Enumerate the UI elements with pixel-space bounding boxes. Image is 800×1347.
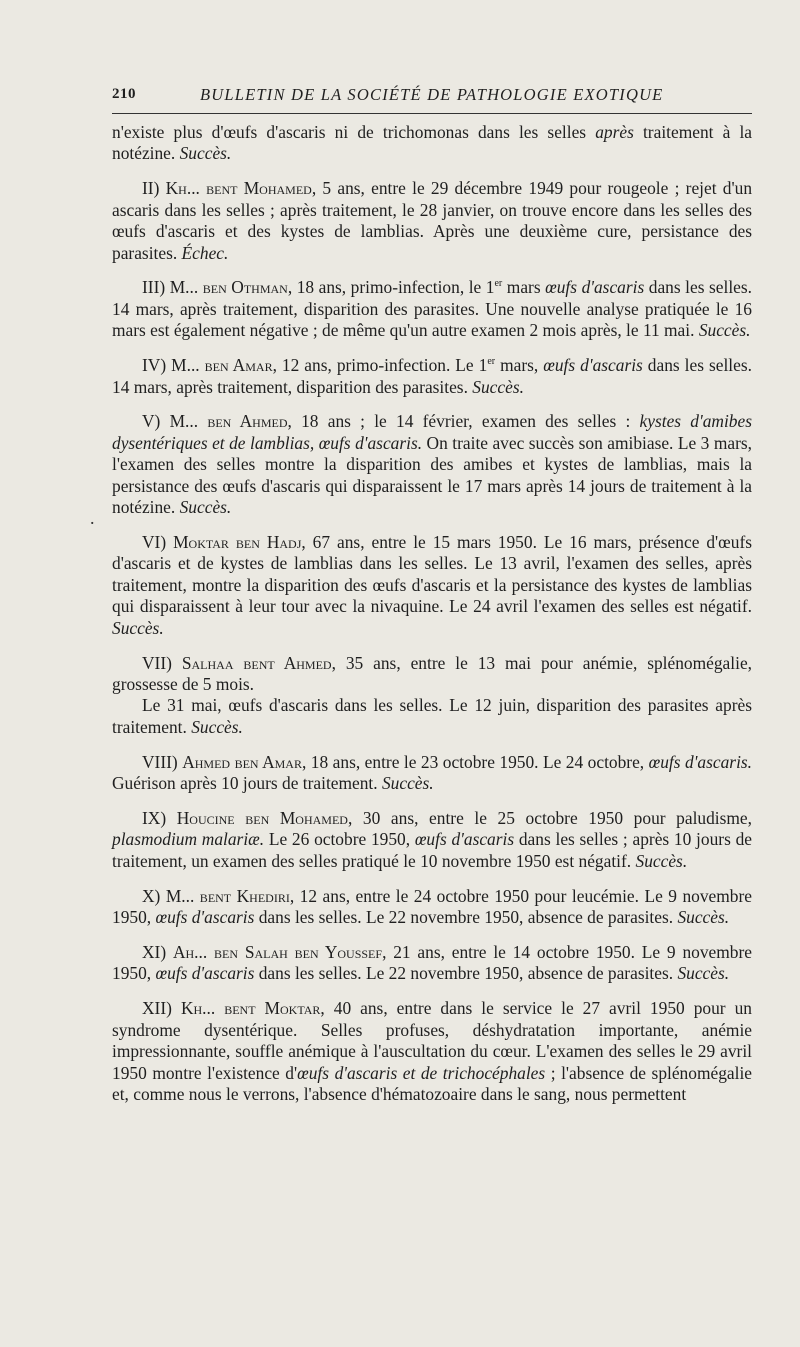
text-run: , 18 ans, primo-infection, le 1 (287, 277, 495, 298)
italic-text: œufs d'ascaris (414, 829, 515, 850)
case-paragraph (112, 532, 752, 639)
text-run: , 21 ans, entre le 14 octobre 1950. Le 9 novembre 1950, (112, 942, 752, 984)
text-run: , 18 ans ; le 14 février, examen des selles : (287, 411, 640, 432)
text-run: ; l'absence de splénomégalie et, comme nous le verrons, l'absence d'hématozoaire dans le sang, nous permettent (112, 1062, 752, 1104)
case-paragraph (112, 411, 752, 518)
italic-text: œufs d'ascaris. (648, 751, 753, 772)
italic-text: Succès. (191, 716, 243, 737)
text-run: IX) (142, 807, 177, 828)
patient-name: Kh... bent Moktar (180, 998, 321, 1019)
patient-name: M... ben Ahmed (169, 411, 288, 432)
text-run: dans les selles. Le 22 novembre 1950, absence de parasites. (254, 963, 678, 984)
patient-name: M... ben Othman (169, 277, 288, 298)
case-paragraph (112, 653, 752, 696)
italic-text: œufs d'ascaris et de trichocéphales (297, 1062, 546, 1083)
patient-name: Salhaa bent Ahmed (181, 652, 332, 673)
patient-name: Houcine ben Mohamed (176, 807, 348, 828)
italic-text: œufs d'ascaris (155, 907, 255, 928)
italic-text: Succès. (677, 963, 730, 984)
italic-text: Succès. (698, 320, 751, 341)
text-run: IV) (142, 355, 172, 376)
text-run: , 18 ans, entre le 23 octobre 1950. Le 24 octobre, (301, 751, 649, 772)
case-paragraph (112, 998, 752, 1105)
text-run: mars, (495, 355, 544, 376)
text-run: II) (142, 178, 166, 199)
italic-text: Succès. (677, 907, 730, 928)
case-paragraph (112, 122, 752, 165)
page-number: 210 (112, 86, 136, 102)
text-run: On traite avec succès son amibiase. Le 3 mars, l'examen des selles montre la disparition des amibes et kystes de lamblias, mais la persistance des œufs d'ascaris qui disparaissent le 17 mars après 14 jours de traitement à la notézine. (112, 432, 752, 518)
patient-name: Moktar ben Hadj (173, 532, 302, 552)
italic-text: Succès. (635, 850, 688, 871)
italic-text: Succès. (381, 773, 434, 794)
text-run: X) (142, 885, 166, 906)
italic-text: Succès. (112, 617, 164, 638)
patient-name: Ah... ben Salah ben Youssef (172, 942, 383, 962)
text-run: , 67 ans, entre le 15 mars 1950. Le 16 mars, présence d'œufs d'ascaris et de kystes de lamblias dans les selles. Le 13 avril, l'examen des selles, après traitement, montre la disparition des œufs d'ascaris et la persistance des kystes de lamblias qui disparaissent à leur tour avec la nivaquine. Le 24 avril l'examen des selles est négatif. (112, 532, 752, 617)
text-run: dans les selles ; après 10 jours de traitement, un examen des selles pratiqué le 10 novembre 1950 est négatif. (112, 829, 752, 871)
italic-text: plasmodium malariæ. (112, 829, 265, 850)
ordinal-superscript: er (494, 278, 503, 290)
text-run: , 12 ans, primo-infection. Le 1 (272, 355, 488, 376)
italic-text: après (595, 122, 634, 142)
text-run: VIII) (142, 751, 183, 772)
text-run: , 40 ans, entre dans le service le 27 avril 1950 pour un syndrome dysentérique. Selles profuses, déshydratation importante, anémie impressionnante, souffle anémique à l'auscultation du cœur. L'examen des selles le 29 avril 1950 montre l'existence d' (112, 998, 752, 1083)
text-run: XII) (142, 998, 181, 1019)
case-paragraph (112, 808, 752, 872)
text-run: III) (142, 277, 170, 298)
text-run: V) (142, 411, 170, 432)
text-run: XI) (142, 942, 173, 962)
text-run: VI) (142, 532, 174, 552)
italic-text: Succès. (472, 376, 524, 397)
case-paragraph (112, 178, 752, 264)
margin-mark: . (90, 508, 95, 528)
text-run: Le 26 octobre 1950, (264, 829, 415, 850)
italic-text: kystes d'amibes dysentériques et de lamblias, œufs d'ascaris. (112, 411, 752, 453)
italic-text: Succès. (179, 497, 232, 518)
text-run: VII) (142, 652, 182, 673)
text-run: n'existe plus d'œufs d'ascaris ni de trichomonas dans les selles (112, 122, 596, 142)
case-paragraph (112, 355, 752, 398)
case-paragraph (112, 752, 752, 795)
text-run: Guérison après 10 jours de traitement. (112, 773, 382, 794)
journal-title: BULLETIN DE LA SOCIÉTÉ DE PATHOLOGIE EXOTIQUE (200, 85, 664, 104)
italic-text: Échec. (181, 242, 229, 263)
header-rule (112, 113, 752, 114)
patient-name: M... ben Amar (171, 355, 273, 376)
text-run: , 35 ans, entre le 13 mai pour anémie, splénomégalie, grossesse de 5 mois. (112, 652, 753, 694)
patient-name: Ahmed ben Amar (182, 751, 302, 772)
text-run: mars (502, 277, 546, 298)
patient-name: Kh... bent Mohamed (165, 178, 312, 199)
running-header (112, 80, 752, 106)
body-text (112, 122, 752, 1119)
case-paragraph (112, 886, 752, 929)
case-paragraph (112, 695, 752, 738)
italic-text: œufs d'ascaris (545, 277, 645, 298)
text-run: dans les selles. Le 22 novembre 1950, absence de parasites. (254, 907, 678, 928)
italic-text: œufs d'ascaris (155, 963, 255, 984)
italic-text: Succès. (179, 143, 232, 164)
text-run: Le 31 mai, œufs d'ascaris dans les selles. Le 12 juin, disparition des parasites après traitement. (112, 695, 752, 737)
text-run: dans les selles. 14 mars, après traitement, disparition des parasites. Une nouvelle analyse pratiquée le 16 mars est également négative ; de même qu'un autre examen 2 mois après, le 11 mai. (112, 277, 752, 341)
italic-text: œufs d'ascaris (543, 355, 643, 376)
text-run: , 30 ans, entre le 25 octobre 1950 pour paludisme, (347, 807, 752, 828)
case-paragraph (112, 277, 752, 341)
text-run: dans les selles. 14 mars, après traitement, disparition des parasites. (112, 355, 752, 397)
patient-name: M... bent Khediri (165, 885, 290, 906)
text-run: traitement à la notézine. (112, 122, 752, 164)
case-paragraph (112, 942, 752, 985)
text-run: , 12 ans, entre le 24 octobre 1950 pour leucémie. Le 9 novembre 1950, (112, 885, 753, 928)
ordinal-superscript: er (487, 356, 496, 368)
text-run: , 5 ans, entre le 29 décembre 1949 pour rougeole ; rejet d'un ascaris dans les selles ; après traitement, le 28 janvier, on trouve encore dans les selles des œufs d'ascaris et des kystes de lamblias. Après une deuxième cure, persistance des parasites. (112, 178, 753, 263)
